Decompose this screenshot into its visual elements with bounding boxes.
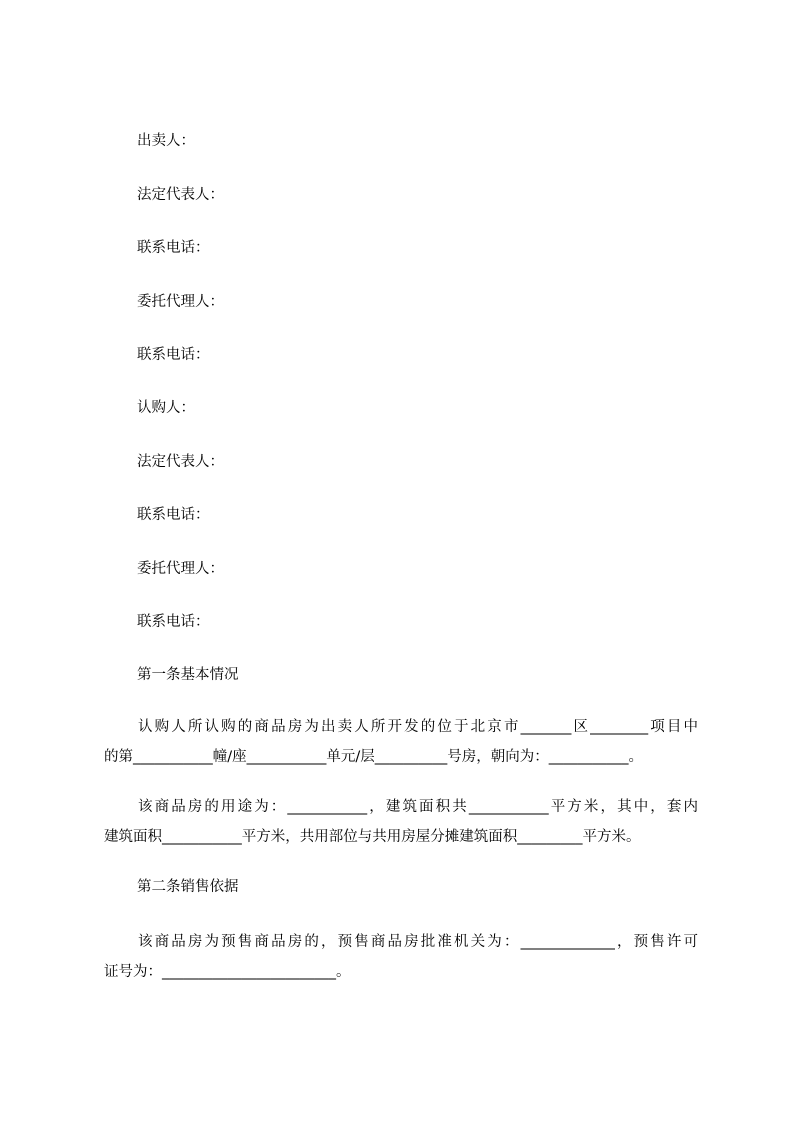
buyer-agent-phone-label: 联系电话： xyxy=(137,614,210,630)
buyer-phone-label: 联系电话： xyxy=(137,507,210,523)
seller-label: 出卖人： xyxy=(137,133,195,149)
seller-agent-label: 委托代理人： xyxy=(137,294,224,310)
section1-heading: 第一条基本情况 xyxy=(137,667,239,683)
paragraph-line: 认购人所认购的商品房为出卖人所开发的位于北京市_______区________项目中 xyxy=(138,719,698,735)
seller-legal-rep-label: 法定代表人： xyxy=(137,187,224,203)
buyer-legal-rep-label: 法定代表人： xyxy=(137,454,224,470)
paragraph-line: 证号为：________________________。 xyxy=(104,964,351,980)
buyer-label: 认购人： xyxy=(137,400,195,416)
paragraph-line: 建筑面积___________平方米，共用部位与共用房屋分摊建筑面积_________平方米。 xyxy=(104,829,641,845)
paragraph-line: 的第___________幢/座___________单元/层__________号房，朝向为：___________。 xyxy=(104,749,644,765)
section2-paragraph-permit xyxy=(104,932,698,992)
paragraph-line: 该商品房为预售商品房的，预售商品房批准机关为：_____________，预售许可 xyxy=(138,934,698,950)
seller-agent-phone-label: 联系电话： xyxy=(137,347,210,363)
section1-paragraph-location xyxy=(104,717,698,777)
paragraph-line: 该商品房的用途为：___________，建筑面积共___________平方米，其中，套内 xyxy=(138,799,698,815)
section2-heading: 第二条销售依据 xyxy=(137,879,239,895)
section1-paragraph-usage xyxy=(104,797,698,857)
seller-phone-label: 联系电话： xyxy=(137,240,210,256)
buyer-agent-label: 委托代理人： xyxy=(137,561,224,577)
